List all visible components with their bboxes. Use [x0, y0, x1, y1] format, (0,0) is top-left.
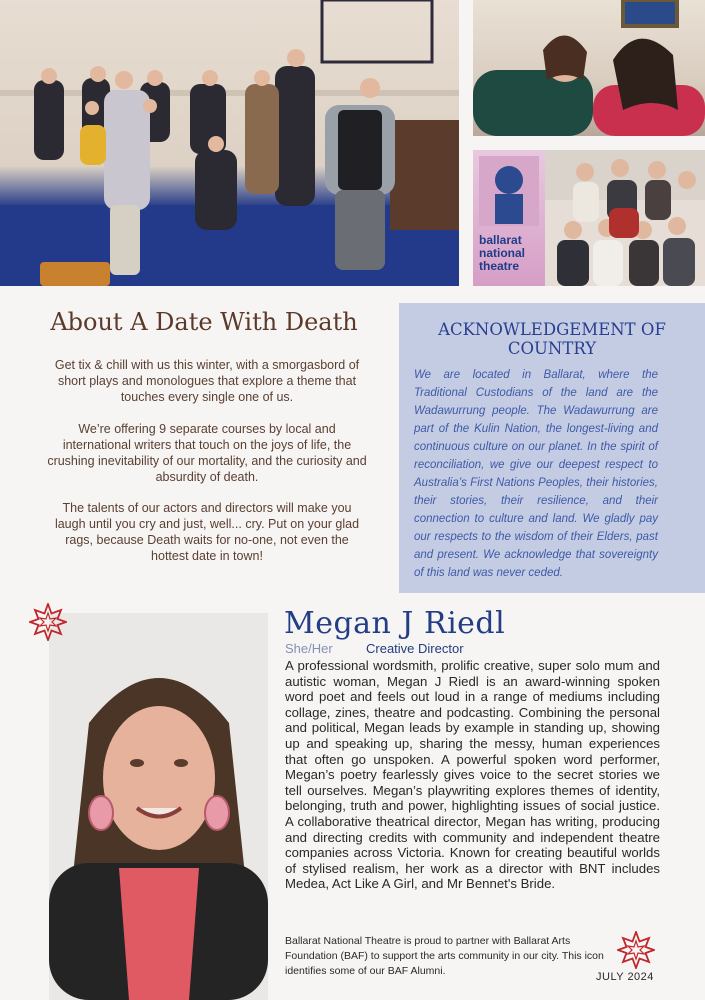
- rehearsal-photo: [0, 0, 459, 286]
- portrait-photo: [49, 613, 268, 1000]
- bio-pronouns: She/Her: [285, 641, 333, 656]
- rehearsal-scene-graphic: [0, 0, 459, 286]
- acknowledgement-body: We are located in Ballarat, where the Traditional Custodians of the land are the Wadawurrung people. The Wadawurrung are part of the Kulin Nation, the longest-living and continuous culture on our planet. In the spirit of reconciliation, we give our deepest respect to Australia’s First Nations Peoples, their histories, their stories, their resilience, and their connection to culture and land. We gladly pay our respects to the wisdom of their Elders, past and present. We acknowledge that sovereignty of this land was never ceded.: [414, 369, 658, 579]
- about-paragraph-1: Get tix & chill with us this winter, with a smorgasbord of short plays and monologues that explore a theme that touches every single one of us.: [54, 358, 360, 404]
- about-title: About A Date With Death: [50, 308, 358, 336]
- acknowledgement-box: [399, 303, 705, 593]
- date-label: JULY 2024: [596, 971, 654, 983]
- acknowledgement-title: ACKNOWLEDGEMENT OF COUNTRY: [438, 320, 666, 358]
- two-women-photo: [473, 0, 705, 136]
- group-photo: [473, 150, 705, 286]
- theatre-poster: [473, 150, 545, 286]
- partner-note: Ballarat National Theatre is proud to partner with Ballarat Arts Foundation (BAF) to support the arts community in our city. This icon identifies some of our BAF Alumni.: [285, 935, 604, 977]
- group-people-graphic: [545, 150, 705, 286]
- about-paragraph-3: The talents of our actors and directors will make you laugh until you cry and just, well... cry. Put on your glad rags, because Death waits for no-one, not even the hottest date in town!: [54, 501, 360, 563]
- poster-text: ballarat national theatre: [479, 233, 526, 273]
- bio-name: Megan J Riedl: [284, 606, 506, 641]
- bio-text: A professional wordsmith, prolific creative, super solo mum and autistic woman, Megan J Riedl is an award-winning spoken word poet and feels out loud in a range of mediums including collage, zines, theatre and podcasting. Combining the personal and political, Megan leads by example in standing up, showing up and speaking up, sharing the messy, human experiences that often go unspoken. A powerful spoken word performer, Megan’s poetry fearlessly gives voice to the secret stories we tell ourselves. Megan’s playwriting explores themes of identity, belonging, truth and power, highlighting issues of social justice. A collaborative theatrical director, Megan has writing, producing and directing credits with community and independent theatre companies across Victoria. Known for creating beautiful worlds of stylised realism, her work as a director with BNT includes Medea, Act Like A Girl, and Mr Bennet's Bride.: [285, 658, 660, 892]
- bio-role: Creative Director: [366, 641, 464, 656]
- two-women-graphic: [473, 0, 705, 136]
- baf-star-icon: [29, 603, 67, 641]
- portrait-graphic: [49, 613, 268, 1000]
- baf-star-icon-footer: [617, 931, 655, 969]
- about-paragraph-2: We’re offering 9 separate courses by local and international writers that touch on the joys of life, the crushing inevitability of our mortality, and the curiosity and absurdity of death.: [47, 422, 367, 484]
